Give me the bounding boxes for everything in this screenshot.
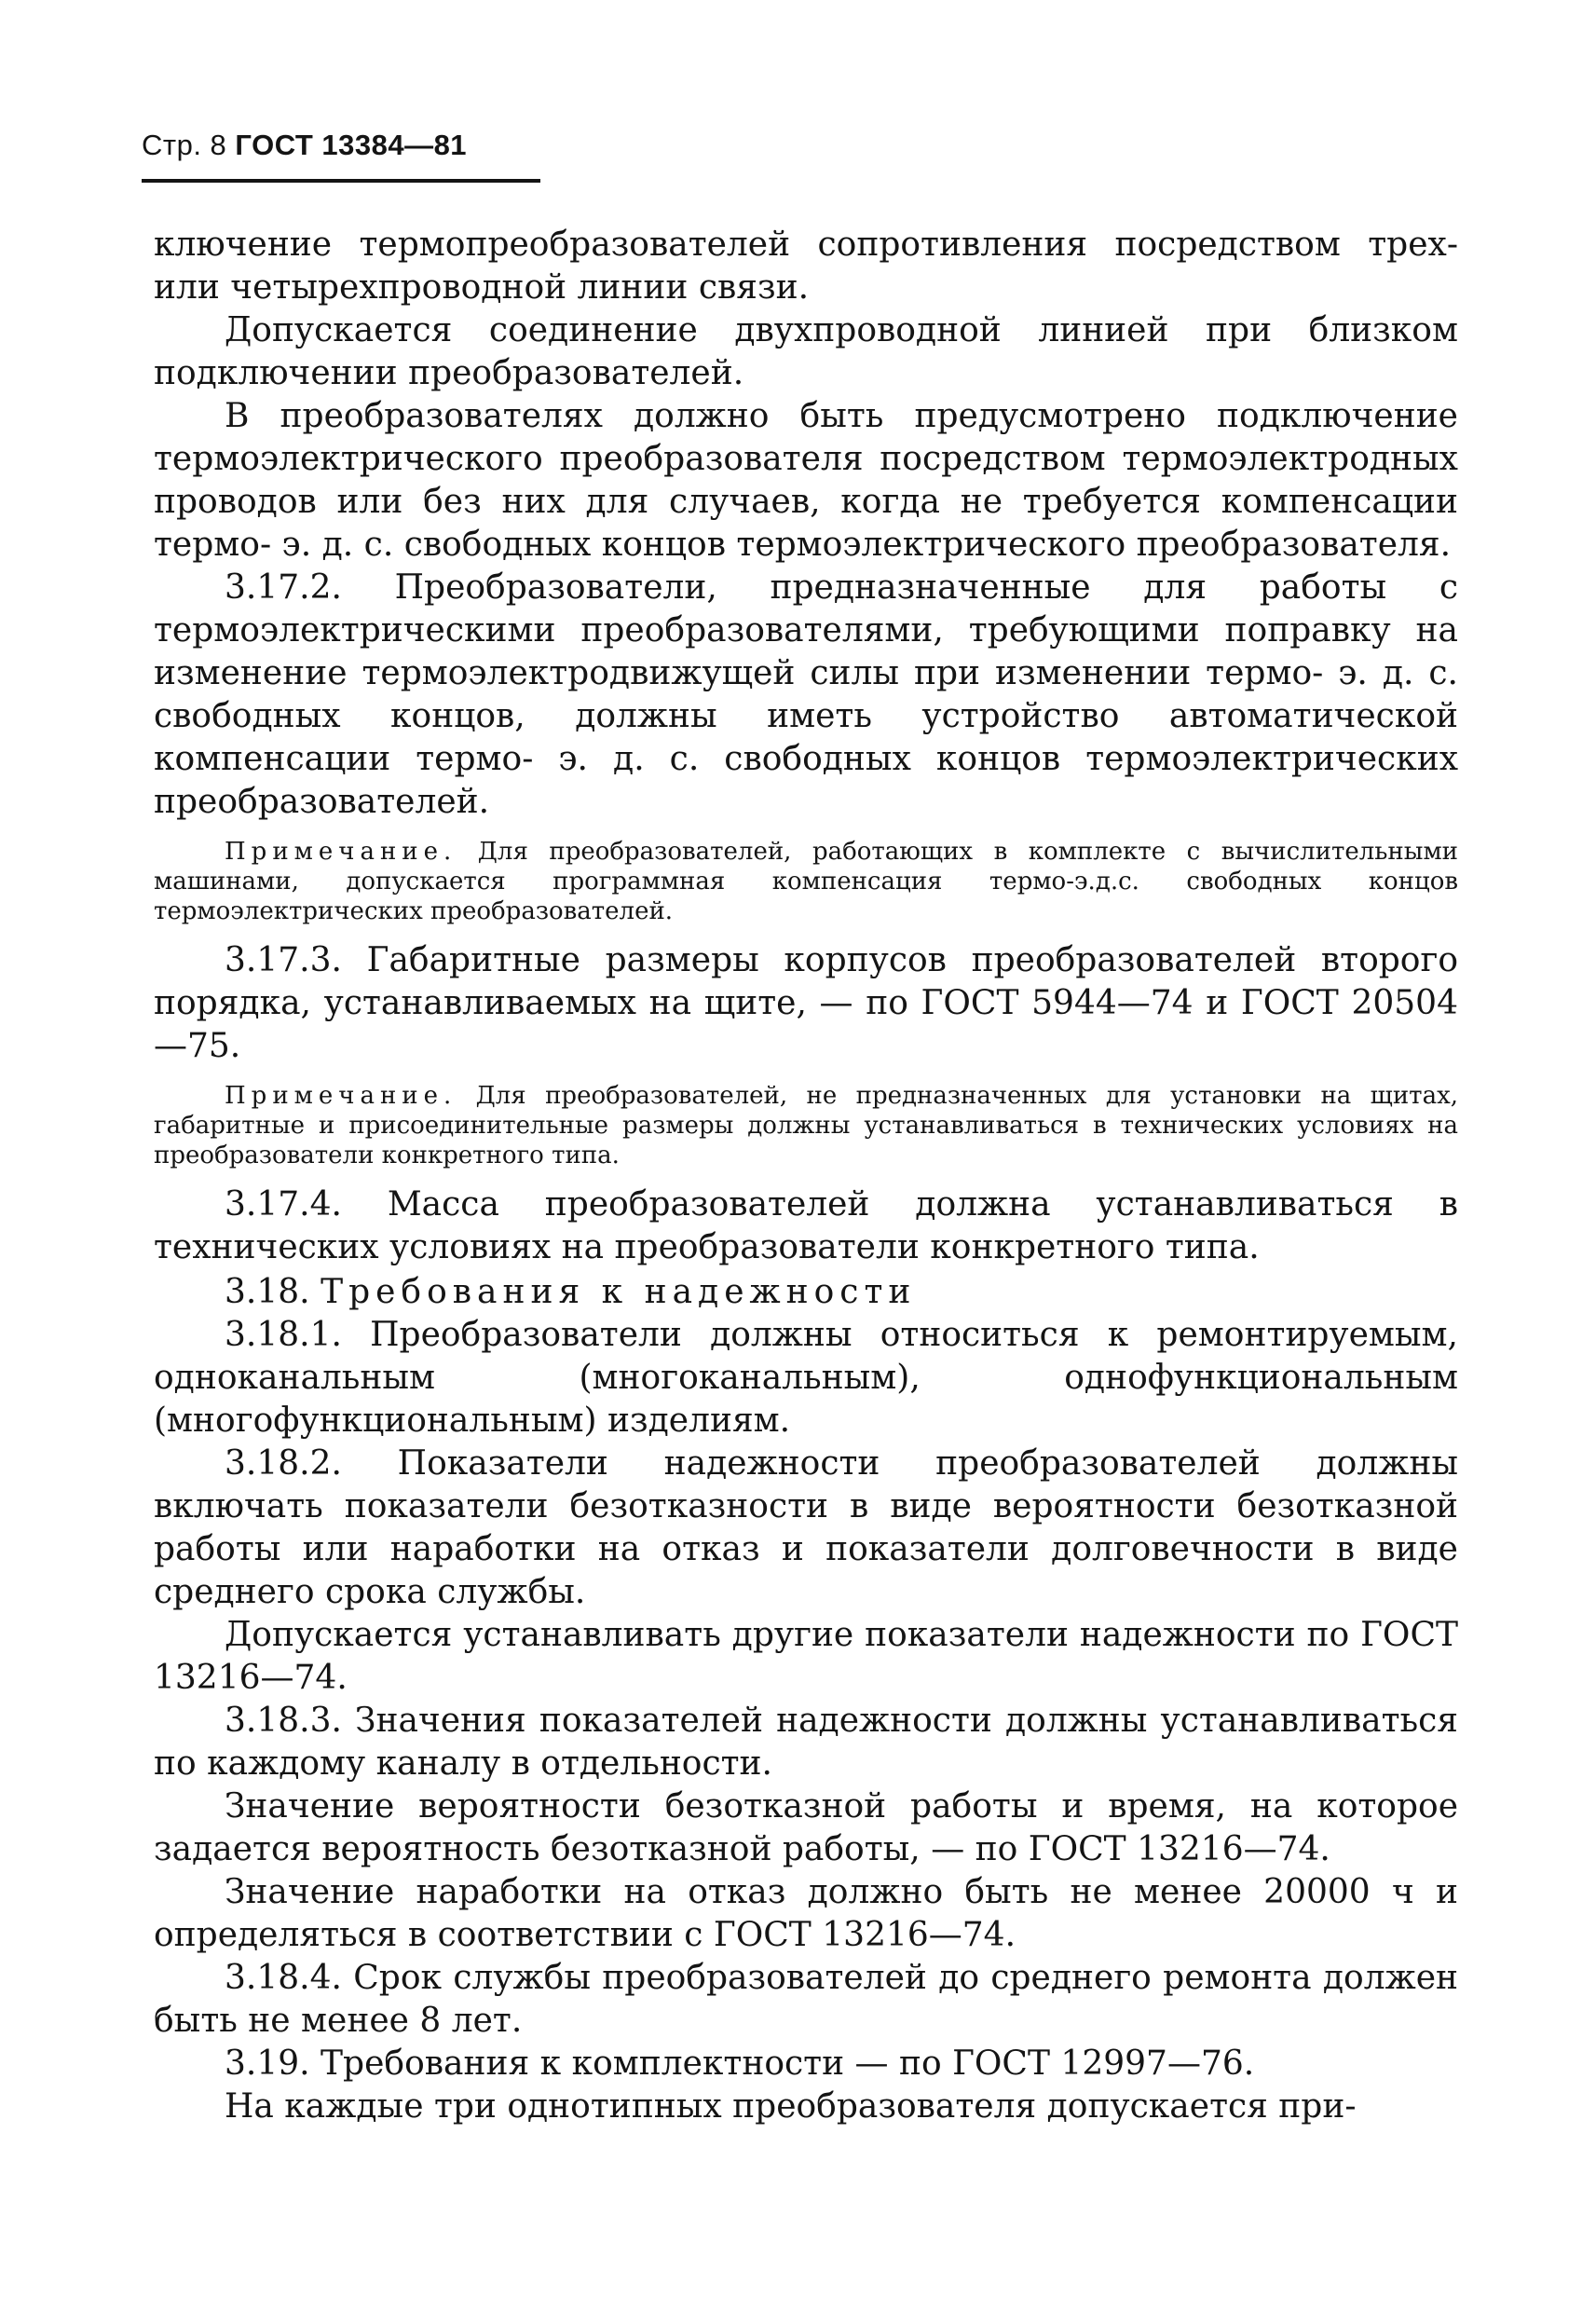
paragraph: В преобразователях должно быть предусмотрено подключение термоэлектрического преобразователя посредством термоэлектродных проводов или без них для случаев, когда не требуется компенсации термо- э. д. с. свободных концов термоэлектрического преобразователя.: [154, 397, 1458, 564]
paragraph: 3.19. Требования к комплектности — по ГОСТ 12997—76.: [225, 2044, 1255, 2083]
note-label: Примечание.: [225, 838, 457, 866]
paragraph: 3.18.1. Преобразователи должны относиться к ремонтируемым, одноканальным (многоканальным), однофункциональным (многофункциональным) изделиям.: [154, 1316, 1458, 1440]
paragraph: 3.18.4. Срок службы преобразователей до среднего ремонта должен быть не менее 8 лет.: [154, 1959, 1458, 2040]
page-header: [142, 129, 467, 162]
paragraph: 3.17.3. Габаритные размеры корпусов преобразователей второго порядка, устанавливаемых на щите, — по ГОСТ 5944—74 и ГОСТ 20504—75.: [154, 941, 1458, 1065]
note: [154, 1081, 1458, 1170]
standard-number: ГОСТ 13384—81: [235, 129, 468, 161]
note-text: Для преобразователей, не предназначенных для установки на щитах, габаритные и присоединительные размеры должны устанавливаться в технических условиях на преобразователи конкретного типа.: [154, 1082, 1458, 1169]
note-label: Примечание.: [225, 1082, 457, 1110]
section-heading: [154, 1271, 1458, 1314]
paragraph: 3.18.2. Показатели надежности преобразователей должны включать показатели безотказности в виде вероятности безотказной работы или наработки на отказ и показатели долговечности в виде среднего срока службы.: [154, 1444, 1458, 1611]
paragraph: Допускается соединение двухпроводной линией при близком подключении преобразователей.: [154, 311, 1458, 392]
note-text: Для преобразователей, работающих в комплекте с вычислительными машинами, допускается программная компенсация термо-э.д.с. свободных концов термоэлектрических преобразователей.: [154, 838, 1459, 925]
paragraph: 3.17.4. Масса преобразователей должна устанавливаться в технических условиях на преобразователи конкретного типа.: [154, 1185, 1458, 1266]
paragraph: ключение термопреобразователей сопротивления посредством трех- или четырехпроводной линии связи.: [154, 226, 1458, 307]
section-number: 3.18.: [225, 1273, 310, 1311]
paragraph: 3.17.2. Преобразователи, предназначенные для работы с термоэлектрическими преобразователями, требующими поправку на изменение термоэлектродвижущей силы при изменении термо- э. д. с. свободных концов, должны иметь устройство автоматической компенсации термо- э. д. с. свободных концов термоэлектрических преобразователей.: [154, 568, 1458, 821]
note: [154, 837, 1458, 926]
paragraph: Допускается устанавливать другие показатели надежности по ГОСТ 13216—74.: [154, 1616, 1458, 1697]
header-rule: [142, 179, 540, 183]
paragraph: 3.18.3. Значения показателей надежности должны устанавливаться по каждому каналу в отдельности.: [154, 1702, 1458, 1783]
page-label: Стр. 8: [142, 129, 227, 161]
paragraph: Значение наработки на отказ должно быть не менее 20000 ч и определяться в соответствии с ГОСТ 13216—74.: [154, 1873, 1458, 1954]
document-body: [154, 224, 1458, 2128]
section-title: Требования к надежности: [321, 1273, 917, 1311]
paragraph: Значение вероятности безотказной работы и время, на которое задается вероятность безотказной работы, — по ГОСТ 13216—74.: [154, 1787, 1458, 1868]
paragraph: На каждые три однотипных преобразователя допускается при-: [225, 2087, 1357, 2126]
